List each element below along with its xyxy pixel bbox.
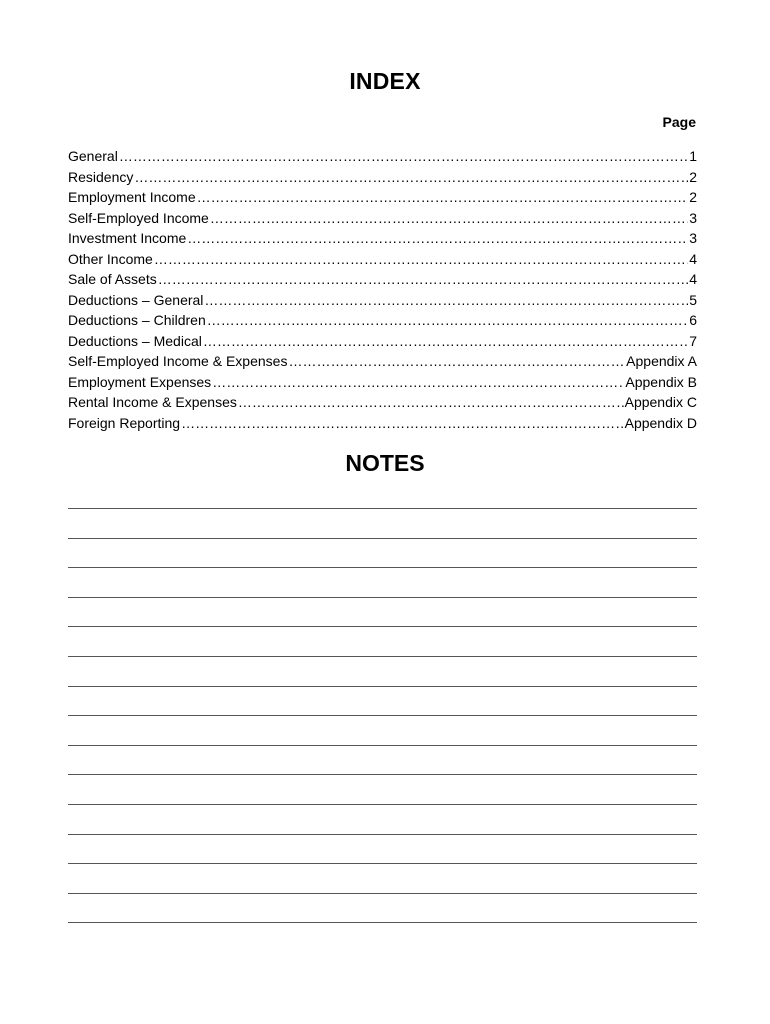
dot-leader	[238, 392, 624, 413]
index-entry-page: Appendix C	[624, 394, 697, 410]
index-entry-page: 3	[689, 230, 697, 246]
index-title: INDEX	[349, 68, 421, 94]
dot-leader	[203, 331, 688, 352]
note-line	[68, 834, 697, 835]
index-list	[68, 146, 697, 433]
note-line	[68, 686, 697, 687]
note-line	[68, 745, 697, 746]
index-entry	[68, 290, 697, 311]
index-entry-label: Employment Expenses	[68, 373, 212, 390]
index-entry-label: Deductions – Children	[68, 312, 206, 328]
index-entry	[68, 249, 697, 270]
index-entry-label: Investment Income	[68, 230, 187, 246]
index-entry	[68, 228, 697, 249]
dot-leader	[197, 187, 689, 208]
note-line	[68, 863, 697, 864]
dot-leader	[207, 310, 688, 331]
note-line	[68, 567, 697, 568]
index-entry	[68, 351, 697, 372]
index-entry-page: 1	[689, 148, 697, 164]
note-line	[68, 656, 697, 657]
note-line	[68, 538, 697, 539]
index-entry-label: Self-Employed Income & Expenses	[68, 353, 288, 369]
index-entry-page: Appendix A	[626, 353, 697, 369]
index-entry	[68, 413, 697, 434]
dot-leader	[158, 269, 688, 290]
index-entry	[68, 146, 697, 167]
index-entry-page: Appendix B	[625, 373, 697, 390]
note-line	[68, 922, 697, 923]
index-entry-label: General	[68, 148, 118, 164]
note-line	[68, 508, 697, 509]
note-line	[68, 804, 697, 805]
dot-leader	[134, 167, 688, 188]
index-entry	[68, 187, 697, 208]
index-entry-page: 7	[689, 332, 697, 349]
index-entry-label: Foreign Reporting	[68, 414, 181, 431]
index-entry-page: 6	[689, 312, 697, 328]
index-entry-page: 3	[689, 209, 697, 226]
index-entry-label: Rental Income & Expenses	[68, 394, 237, 410]
note-line	[68, 893, 697, 894]
index-entry-page: 5	[689, 291, 697, 308]
note-line	[68, 597, 697, 598]
index-entry-page: 2	[689, 168, 697, 185]
note-line	[68, 774, 697, 775]
page-column-header: Page	[662, 114, 696, 130]
index-entry	[68, 167, 697, 188]
dot-leader	[181, 413, 624, 434]
note-line	[68, 715, 697, 716]
index-entry	[68, 208, 697, 229]
index-entry-label: Self-Employed Income	[68, 209, 209, 226]
index-entry	[68, 331, 697, 352]
index-entry	[68, 372, 697, 393]
index-entry-label: Residency	[68, 168, 134, 185]
notes-title: NOTES	[345, 450, 425, 476]
index-entry-label: Sale of Assets	[68, 271, 157, 287]
index-entry-page: 2	[689, 189, 697, 205]
dot-leader	[204, 290, 688, 311]
index-entry-label: Deductions – Medical	[68, 332, 202, 349]
index-entry-page: 4	[689, 271, 697, 287]
index-entry-label: Employment Income	[68, 189, 196, 205]
dot-leader	[154, 249, 688, 270]
index-entry	[68, 392, 697, 413]
index-entry-page: Appendix D	[624, 414, 697, 431]
dot-leader	[187, 228, 688, 249]
index-entry	[68, 269, 697, 290]
dot-leader	[288, 351, 625, 372]
index-entry-label: Other Income	[68, 250, 153, 267]
index-entry	[68, 310, 697, 331]
index-entry-page: 4	[689, 250, 697, 267]
dot-leader	[210, 208, 688, 229]
note-line	[68, 626, 697, 627]
index-entry-label: Deductions – General	[68, 291, 204, 308]
dot-leader	[119, 146, 688, 167]
dot-leader	[212, 372, 624, 393]
